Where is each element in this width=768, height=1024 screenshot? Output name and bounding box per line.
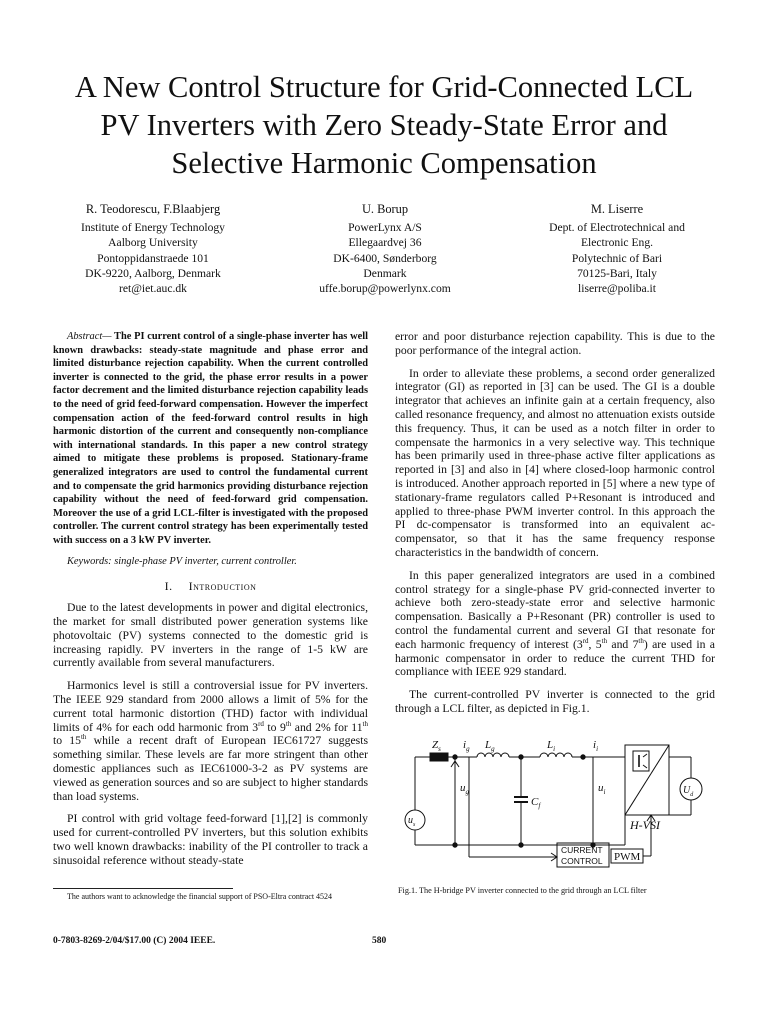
title-line: Selective Harmonic Compensation <box>171 146 597 180</box>
igbt-icon <box>643 754 647 768</box>
left-column <box>53 330 368 877</box>
text-run: while a recent draft of European IEC61727 suggests something similar. These levels are far more stringent than other domestic appliances such as IEC61000-3-2 as PV systems are viewed as generation sources and so are subject to higher standards than load systems. <box>53 734 368 803</box>
inductor-li <box>540 753 572 757</box>
author-affiliation-line: Denmark <box>363 266 407 280</box>
text-run: to 9 <box>263 720 286 734</box>
author-affiliation-line: 70125-Bari, Italy <box>577 266 657 280</box>
right-column <box>395 330 715 725</box>
author-email: ret@iet.auc.dk <box>119 282 187 296</box>
paragraph: PI control with grid voltage feed-forward [1],[2] is commonly used for current-controlled PV inverters, but this solution exhibits two well known drawbacks: inability of the PI controller to track a sinusoidal reference without steady-state <box>53 812 368 867</box>
paragraph: The current-controlled PV inverter is connected to the grid through a LCL filter, as depicted in Fig.1. <box>395 688 715 715</box>
circuit-diagram <box>395 733 715 873</box>
author-name: R. Teodorescu, F.Blaabjerg <box>85 202 221 216</box>
author-email: liserre@poliba.it <box>578 282 656 296</box>
author-affiliation-line: Institute of Energy Technology <box>81 221 225 235</box>
label-current: CURRENT <box>561 845 603 855</box>
title-line: PV Inverters with Zero Steady-State Error and <box>100 108 668 142</box>
superscript: th <box>285 719 292 728</box>
author-1 <box>38 202 268 296</box>
paragraph: Due to the latest developments in power and digital electronics, the market for small distributed power generation systems like photovoltaic (PV) systems connected to the domestic grid is increasing rapidly. PV inverters in the range of 1-5 kW are currently available from several manufacturers. <box>53 601 368 670</box>
author-affiliation-line: Ellegaardvej 36 <box>348 236 422 250</box>
author-affiliation-line: DK-6400, Sønderborg <box>333 251 437 265</box>
h-vsi-diagonal <box>625 745 669 815</box>
superscript: rd <box>258 719 264 728</box>
page-number: 580 <box>372 936 387 946</box>
label-pwm: PWM <box>614 851 641 863</box>
section-number: I. <box>164 578 173 593</box>
node <box>581 755 585 759</box>
label-ug: $u_g$ <box>460 782 469 796</box>
abstract-label: Abstract— <box>67 331 112 342</box>
figure-1-circuit <box>395 733 715 878</box>
abstract-text: The PI current control of a single-phase inverter has well known drawbacks: steady-state magnitude and phase error and limited disturbance rejection capability. When the current controlled inverter is connected to the grid, the phase error results in a power factor decrement and the limited disturbance rejection capability leads to the need of grid feed-forward compensation. However the imperfect compensation action of the feed-forward control results in high harmonic distortion of the current and consequently non-compliance with international standards. In this paper a new control strategy aimed to mitigate these problems is proposed. Stationary-frame generalized integrators are used to control the fundamental current and to compensate the grid harmonics providing disturbance rejection capability without the need of feed-forward grid compensation. Moreover the use of a grid LCL-filter is investigated with the proposed controller. The current control strategy has been experimentally tested with success on a 3 kW PV inverter. <box>53 331 368 546</box>
footnote-divider <box>53 888 233 889</box>
inductor-lg <box>477 753 509 757</box>
author-name: U. Borup <box>361 202 409 216</box>
author-affiliation-line: Polytechnic of Bari <box>571 251 663 265</box>
label-control: CONTROL <box>561 856 603 866</box>
text-run: to 15 <box>53 734 81 748</box>
label-ii: $i_i$ <box>593 739 599 753</box>
text-run: , 5 <box>588 637 602 651</box>
superscript: th <box>362 719 368 728</box>
label-ig: $i_g$ <box>463 739 470 753</box>
paragraph: In order to alleviate these problems, a second order generalized integrator (GI) as reported in [3] can be used. The GI is a double integrator that achieves an infinite gain at a certain frequency, also called resonance frequency, and almost no attenuation exists outside this frequency. Thus, it can be used as a notch filter in order to compensate the harmonics in a very selective way. This technique has been primarily used in three-phase active filter applications as reported in [3] and also in [4] where closed-loop harmonic control is introduced. Another approach reported in [5] where a new type of stationary-frame regulators called P+Resonant is introduced and applied to three-phase PWM inverter control. In this approach the PI dc-compensator is transformed into an equivalent ac-compensator, so that it has the same frequency response characteristics in the bandwidth of concern. <box>395 366 715 559</box>
superscript: th <box>638 636 644 645</box>
author-affiliation-line: Pontoppidanstraede 101 <box>97 251 209 265</box>
author-name: M. Liserre <box>590 202 644 216</box>
text-run: ) are used in a harmonic compensator in order to reduce the current THD for compliance with IEEE 929 standard. <box>395 637 715 679</box>
section-heading <box>53 580 368 594</box>
author-affiliation-line: Dept. of Electrotechnical and <box>549 221 685 235</box>
label-ud: $U_d$ <box>683 785 694 798</box>
label-ui: $u_i$ <box>598 782 606 796</box>
copyright-footer: 0-7803-8269-2/04/$17.00 (C) 2004 IEEE. <box>53 936 216 946</box>
grid-impedance-zs <box>430 753 448 761</box>
label-cf: $C_f$ <box>531 796 541 810</box>
text-run: Harmonics level is still a controversial issue for PV inverters. The IEEE 929 standard from 2000 allows a limit of 5% for the current total harmonic distortion (THD) factor with individual limits of 4% for each odd harmonic from 3 <box>53 679 368 734</box>
paragraph: error and poor disturbance rejection capability. This is due to the poor performance of the integral action. <box>395 330 715 357</box>
text-run: In this paper generalized integrators are used in a combined control strategy for a single-phase PV grid-connected inverter to achieve both zero-steady-state error and selective harmonic compensation. Basically a P+Resonant (PR) controller is used to control the fundamental current and several GI that resonate for each harmonic frequency of interest (3 <box>395 568 715 651</box>
keywords: Keywords: single-phase PV inverter, current controller. <box>67 555 297 567</box>
paper-title <box>40 68 728 182</box>
footnote: The authors want to acknowledge the financial support of PSO-Eltra contract 4524 <box>67 892 333 901</box>
label-li: $L_i$ <box>547 739 556 753</box>
text-run: and 2% for 11 <box>291 720 363 734</box>
label-zs: $Z_s$ <box>432 739 441 753</box>
section-title: Introduction <box>188 578 257 593</box>
superscript: rd <box>582 636 589 645</box>
author-affiliation-line: DK-9220, Aalborg, Denmark <box>85 266 221 280</box>
label-h-vsi: H-VSI <box>630 818 660 832</box>
title-line: A New Control Structure for Grid-Connected LCL <box>74 70 694 104</box>
superscript: th <box>80 733 87 742</box>
author-2 <box>270 202 500 296</box>
superscript: th <box>601 636 608 645</box>
abstract <box>53 330 368 548</box>
paragraph <box>395 569 715 679</box>
label-us: $u_s$ <box>408 815 416 828</box>
paragraph <box>53 679 368 803</box>
author-affiliation-line: PowerLynx A/S <box>348 221 422 235</box>
author-3 <box>502 202 732 296</box>
author-email: uffe.borup@powerlynx.com <box>319 282 451 296</box>
figure-caption: Fig.1. The H-bridge PV inverter connected to the grid through an LCL filter <box>398 886 647 895</box>
author-affiliation-line: Electronic Eng. <box>580 236 654 250</box>
author-affiliation-line: Aalborg University <box>108 236 198 250</box>
text-run: and 7 <box>607 637 639 651</box>
label-lg: $L_g$ <box>485 739 495 753</box>
